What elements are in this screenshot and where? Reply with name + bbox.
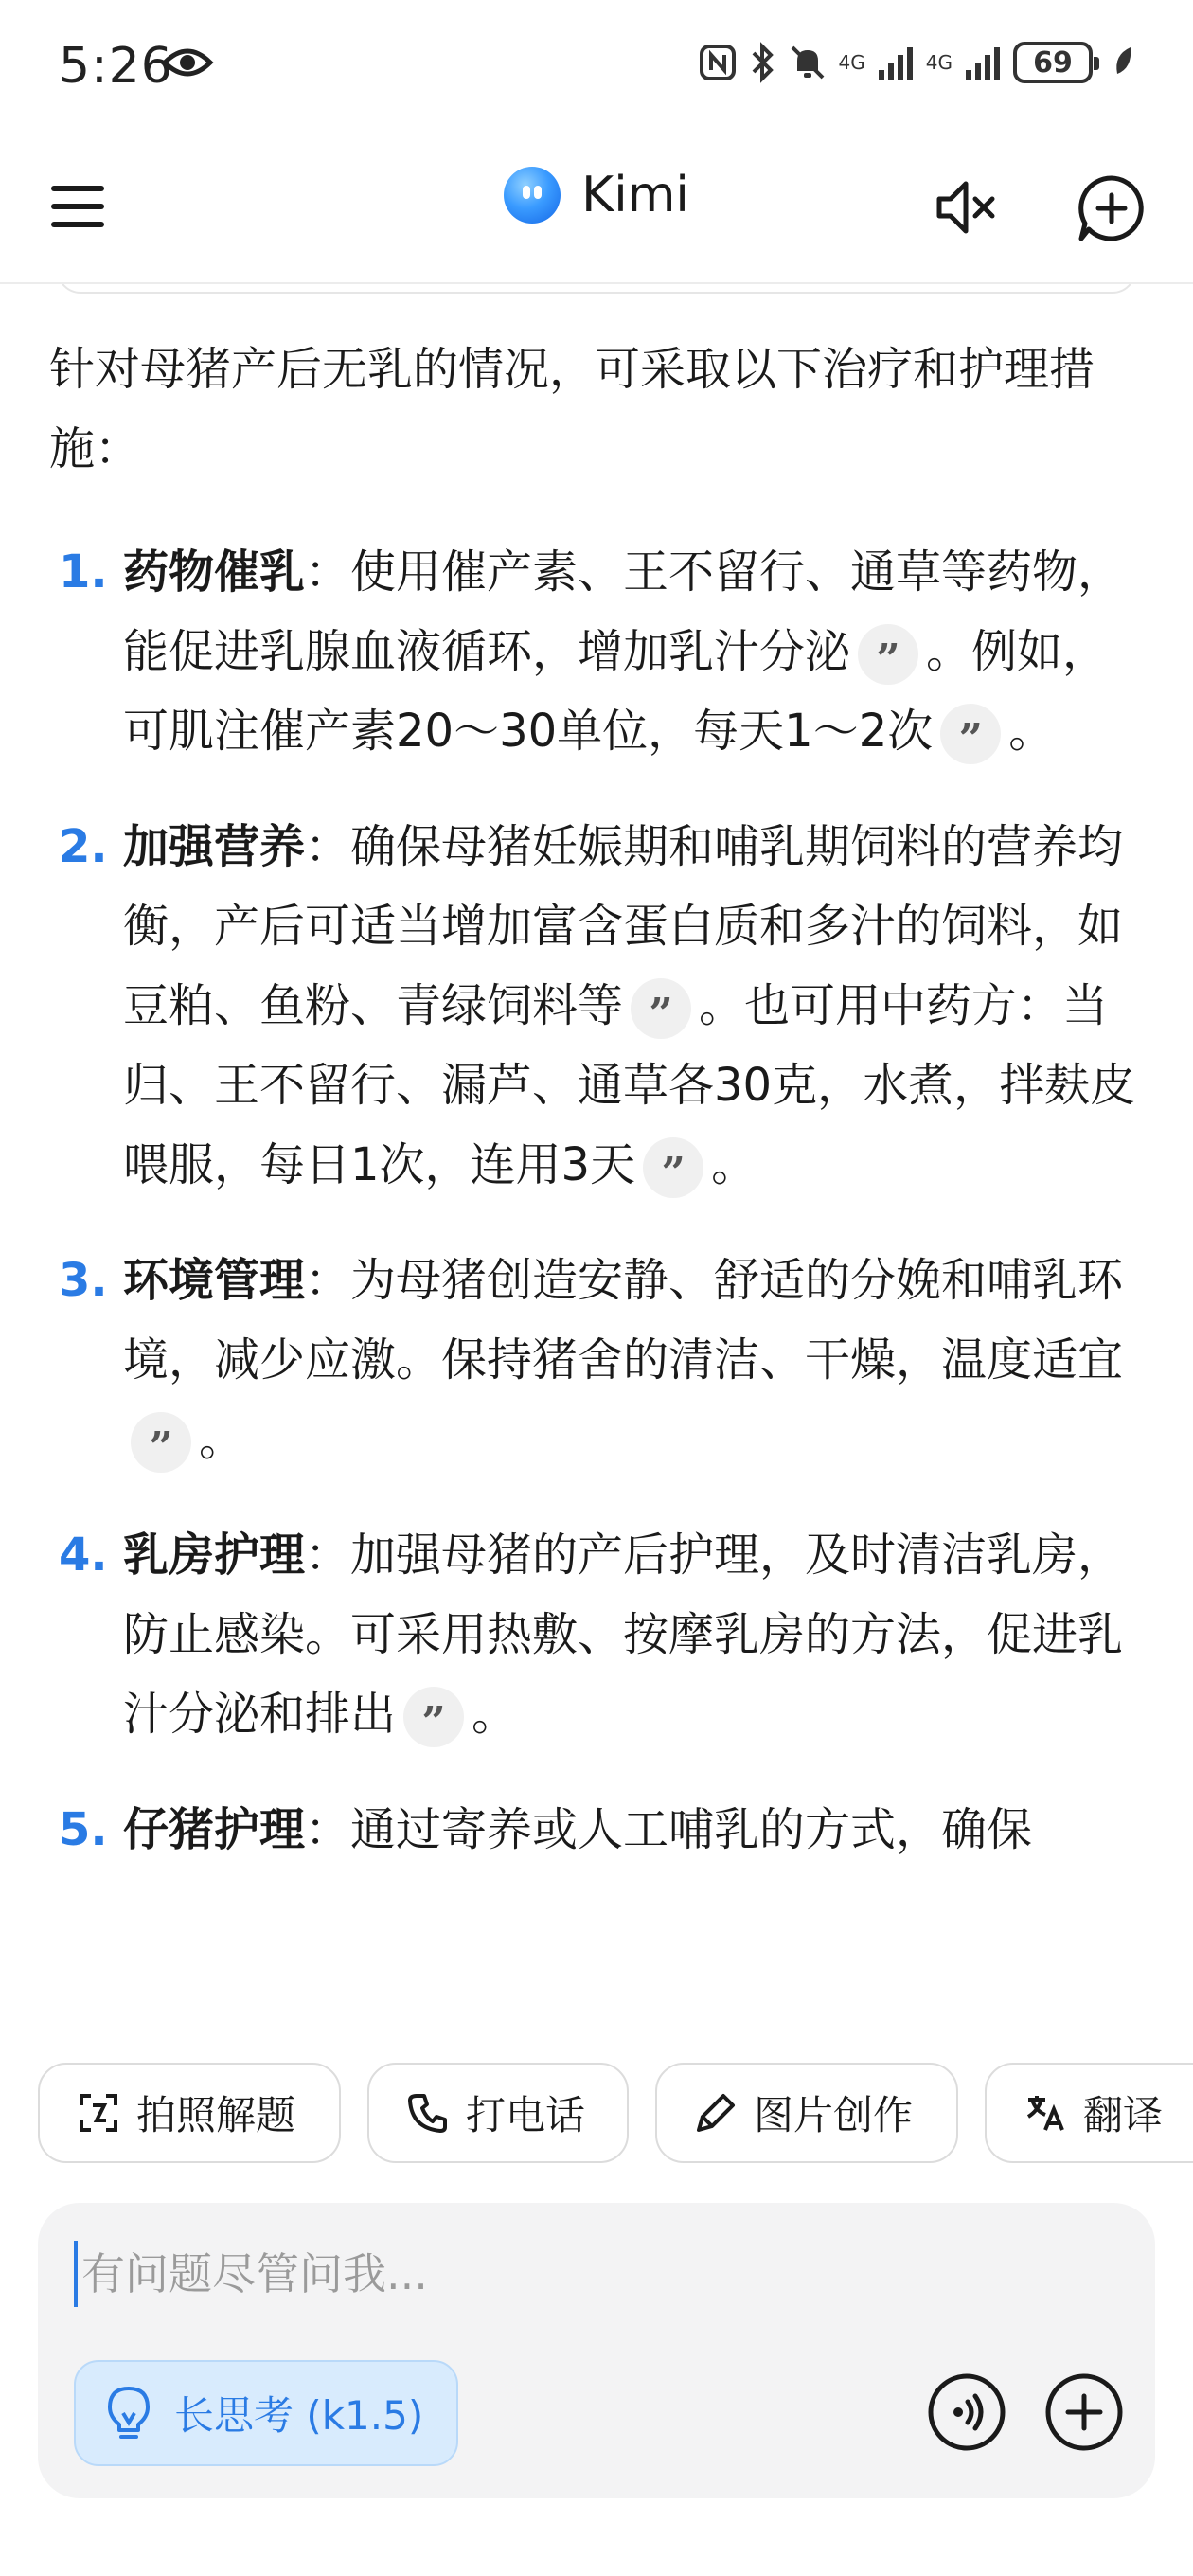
kimi-logo: [504, 167, 561, 224]
citation-icon[interactable]: ”: [940, 704, 1001, 764]
list-number: 2.: [59, 820, 108, 873]
phone-icon: [407, 2092, 449, 2134]
network-type-2: 4G: [925, 51, 953, 74]
header-title: [0, 167, 1193, 224]
citation-icon[interactable]: ”: [631, 978, 691, 1039]
list-item-text: [123, 532, 1136, 771]
list-item-title: 仔猪护理: [123, 1803, 306, 1856]
list-item: [0, 1790, 1193, 1869]
list-number: 4.: [59, 1529, 108, 1582]
long-thinking-toggle[interactable]: [74, 2360, 458, 2466]
list-item-title: 药物催乳: [123, 546, 306, 599]
list-item: [0, 532, 1193, 771]
list-item-title: 乳房护理: [123, 1529, 306, 1582]
list-item-segment: ：为母猪创造安静、舒适的分娩和哺乳环境，减少应激。保持猪舍的清洁、干燥，温度适宜: [123, 1254, 1124, 1386]
translate-icon: [1024, 2092, 1066, 2134]
quick-actions: [0, 2063, 1193, 2167]
previous-card: [57, 284, 1136, 294]
list-item-text: [123, 1790, 1136, 1869]
list-item-segment: ：加强母猪的产后护理，及时清洁乳房，防止感染。可采用热敷、按摩乳房的方法，促进乳汁分泌和排出: [123, 1529, 1124, 1741]
mute-bell-icon: [788, 43, 828, 82]
leaf-icon: [1112, 45, 1136, 80]
speaker-muted-icon[interactable]: [932, 174, 998, 241]
list-item-segment: 。: [1008, 705, 1055, 758]
quick-action-label: 翻译: [1083, 2092, 1164, 2138]
long-thinking-label: 长思考 (k1.5): [174, 2392, 424, 2439]
citation-icon[interactable]: ”: [858, 624, 918, 685]
list-number: 1.: [59, 546, 108, 599]
answer-intro: 针对母猪产后无乳的情况，可采取以下治疗和护理措施：: [49, 343, 1095, 475]
list-item-segment: 。: [472, 1688, 518, 1741]
citation-icon[interactable]: ”: [643, 1137, 703, 1198]
list-item: [0, 1515, 1193, 1754]
list-item-text: [123, 1241, 1136, 1479]
nfc-icon: [699, 44, 737, 81]
list-number: 3.: [59, 1254, 108, 1307]
message-input[interactable]: [74, 2241, 1021, 2307]
chat-content[interactable]: [0, 284, 1193, 2046]
citation-icon[interactable]: ”: [131, 1412, 191, 1473]
signal-icon: [877, 44, 915, 81]
quick-action-label: 图片创作: [754, 2092, 914, 2138]
list-item-segment: 。: [199, 1413, 245, 1466]
add-attachment-icon[interactable]: [1042, 2370, 1127, 2455]
brush-icon: [695, 2092, 737, 2134]
new-chat-icon[interactable]: [1076, 172, 1148, 244]
scan-icon: [78, 2092, 119, 2134]
list-item-segment: ：使用催产素、王不留行、通草等药物，能促进乳腺血液循环，增加乳汁分泌: [123, 546, 1124, 678]
app-header: [0, 133, 1193, 284]
voice-call-icon[interactable]: [924, 2370, 1009, 2455]
list-item: [0, 1241, 1193, 1479]
quick-action-label: 拍照解题: [136, 2092, 296, 2138]
list-item-segment: 。例如，可肌注催产素20～30单位，每天1～2次: [123, 625, 1109, 758]
status-time: 5:26: [59, 38, 173, 95]
citation-icon[interactable]: ”: [403, 1687, 464, 1747]
quick-action-label: 打电话: [466, 2092, 586, 2138]
quick-action-translate[interactable]: [985, 2063, 1193, 2163]
list-item-segment: 。: [711, 1138, 757, 1191]
quick-action-photo-solve[interactable]: [38, 2063, 341, 2163]
app-name: Kimi: [581, 167, 689, 224]
network-type-1: 4G: [838, 51, 865, 74]
list-item-segment: 。也可用中药方：当归、王不留行、漏芦、通草各30克，水煮，拌麸皮喂服，每日1次，连用3天: [123, 979, 1136, 1191]
list-item-segment: ：通过寄养或人工哺乳的方式，确保: [305, 1803, 1033, 1856]
list-item-title: 环境管理: [123, 1254, 306, 1307]
list-item-segment: ：确保母猪妊娠期和哺乳期饲料的营养均衡，产后可适当增加富含蛋白质和多汁的饲料，如豆粕、鱼粉、青绿饲料等: [123, 820, 1124, 1032]
battery-indicator: 69: [1013, 42, 1093, 83]
list-item-text: [123, 1515, 1136, 1754]
composer: [38, 2203, 1155, 2498]
status-bar: [0, 0, 1193, 133]
answer-list: [0, 532, 1193, 1905]
list-item: [0, 807, 1193, 1205]
bluetooth-icon: [748, 42, 776, 83]
list-item-title: 加强营养: [123, 820, 306, 873]
quick-action-call[interactable]: [367, 2063, 629, 2163]
lightbulb-icon: [104, 2385, 153, 2442]
signal-icon: [964, 44, 1002, 81]
list-number: 5.: [59, 1803, 108, 1856]
list-item-text: [123, 807, 1136, 1205]
status-icons: [699, 42, 1136, 83]
quick-action-image-create[interactable]: [655, 2063, 958, 2163]
eye-icon: [161, 44, 214, 81]
